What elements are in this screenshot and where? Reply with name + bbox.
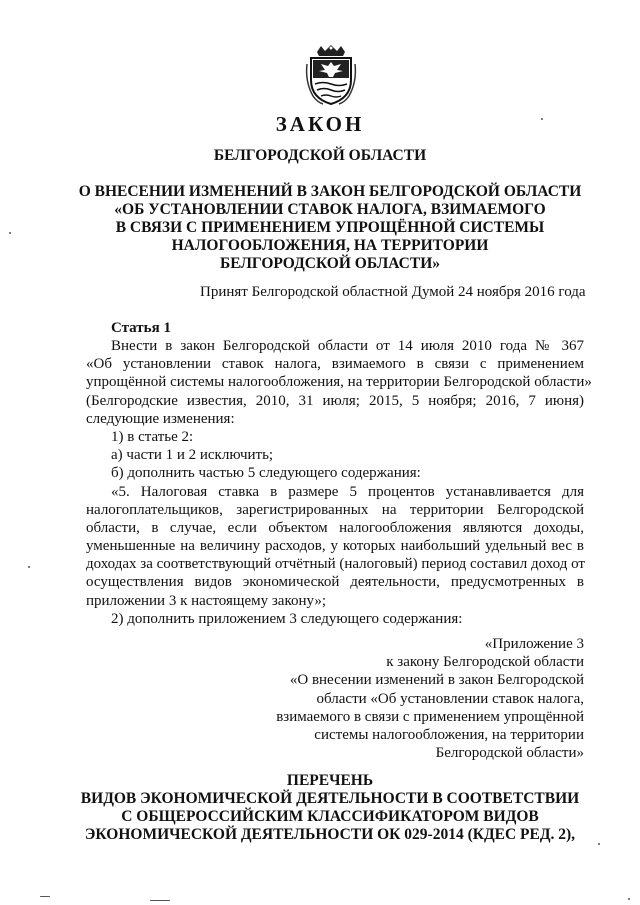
appendix-reference bbox=[276, 635, 584, 762]
paragraph-line: осуществления видов экономической деятельности, предусмотренных в bbox=[86, 574, 584, 591]
subject-line: В СВЯЗИ С ПРИМЕНЕНИЕМ УПРОЩЁННОЙ СИСТЕМЫ bbox=[115, 219, 545, 236]
appendix-line: взимаемого в связи с применением упрощённой bbox=[276, 708, 584, 725]
list-title-line: С ОБЩЕРОССИЙСКИМ КЛАССИФИКАТОРОМ ВИДОВ bbox=[121, 808, 539, 825]
law-title: ЗАКОН bbox=[275, 112, 365, 136]
region-title: БЕЛГОРОДСКОЙ ОБЛАСТИ bbox=[213, 147, 427, 164]
scan-speck bbox=[628, 898, 630, 900]
list-title-line: ВИДОВ ЭКОНОМИЧЕСКОЙ ДЕЯТЕЛЬНОСТИ В СООТВЕТСТВИИ bbox=[80, 790, 580, 807]
adoption-note: Принят Белгородской областной Думой 24 ноября 2016 года bbox=[200, 284, 586, 300]
paragraph-line: доходах за соответствующий отчётный (налоговый) период составил доход от bbox=[86, 556, 585, 573]
list-title-line: ПЕРЕЧЕНЬ bbox=[286, 772, 374, 789]
paragraph-line: приложении 3 к настоящему закону»; bbox=[86, 592, 327, 609]
appendix-line: системы налогообложения, на территории bbox=[314, 727, 584, 744]
list-title-line: ЭКОНОМИЧЕСКОЙ ДЕЯТЕЛЬНОСТИ ОК 029-2014 (КДЕС РЕД. 2), bbox=[84, 826, 576, 843]
paragraph-line: 1) в статье 2: bbox=[111, 428, 194, 445]
coat-of-arms-icon bbox=[303, 44, 359, 106]
subject-line: О ВНЕСЕНИИ ИЗМЕНЕНИЙ В ЗАКОН БЕЛГОРОДСКОЙ ОБЛАСТИ bbox=[78, 183, 582, 200]
paragraph-line: «5. Налоговая ставка в размере 5 процентов устанавливается для bbox=[111, 483, 584, 500]
scan-speck bbox=[28, 566, 30, 568]
list-title bbox=[60, 772, 600, 844]
scan-speck bbox=[150, 900, 170, 901]
paragraph-line: (Белгородские известия, 2010, 31 июля; 2015, 5 ноября; 2016, 7 июня) bbox=[86, 392, 584, 409]
paragraph-line: 2) дополнить приложением 3 следующего содержания: bbox=[111, 610, 463, 627]
article-body bbox=[86, 337, 592, 628]
paragraph-line: следующие изменения: bbox=[86, 410, 235, 427]
scan-speck bbox=[598, 843, 600, 845]
subject-line: НАЛОГООБЛОЖЕНИЯ, НА ТЕРРИТОРИИ bbox=[171, 237, 489, 254]
paragraph-line: а) части 1 и 2 исключить; bbox=[111, 447, 274, 464]
paragraph-line: б) дополнить частью 5 следующего содержания: bbox=[111, 465, 421, 482]
paragraph-line: области, в случае, если объектом налогообложения являются доходы, bbox=[86, 519, 584, 536]
law-subject bbox=[60, 183, 600, 273]
subject-line: «ОБ УСТАНОВЛЕНИИ СТАВОК НАЛОГА, ВЗИМАЕМОГО bbox=[114, 201, 546, 218]
scan-speck bbox=[9, 232, 11, 234]
scan-speck bbox=[40, 896, 50, 897]
appendix-line: Белгородской области» bbox=[435, 745, 584, 762]
appendix-line: области «Об установлении ставок налога, bbox=[316, 690, 584, 707]
appendix-line: «О внесении изменений в закон Белгородской bbox=[289, 672, 584, 689]
subject-line: БЕЛГОРОДСКОЙ ОБЛАСТИ» bbox=[219, 255, 441, 272]
article-heading: Статья 1 bbox=[111, 320, 171, 336]
appendix-line: «Приложение 3 bbox=[484, 636, 584, 652]
paragraph-line: «Об установлении ставок налога, взимаемого в связи с применением bbox=[86, 356, 584, 373]
appendix-line: к закону Белгородской области bbox=[386, 654, 584, 671]
paragraph-line: упрощённой системы налогообложения, на территории Белгородской области» bbox=[86, 374, 592, 391]
scan-speck bbox=[541, 118, 543, 120]
paragraph-line: налогоплательщиков, зарегистрированных на территории Белгородской bbox=[86, 501, 584, 518]
paragraph-line: Внести в закон Белгородской области от 14 июля 2010 года № 367 bbox=[111, 338, 584, 354]
paragraph-line: уменьшенные на величину расходов, у которых наибольший удельный вес в bbox=[86, 538, 584, 555]
